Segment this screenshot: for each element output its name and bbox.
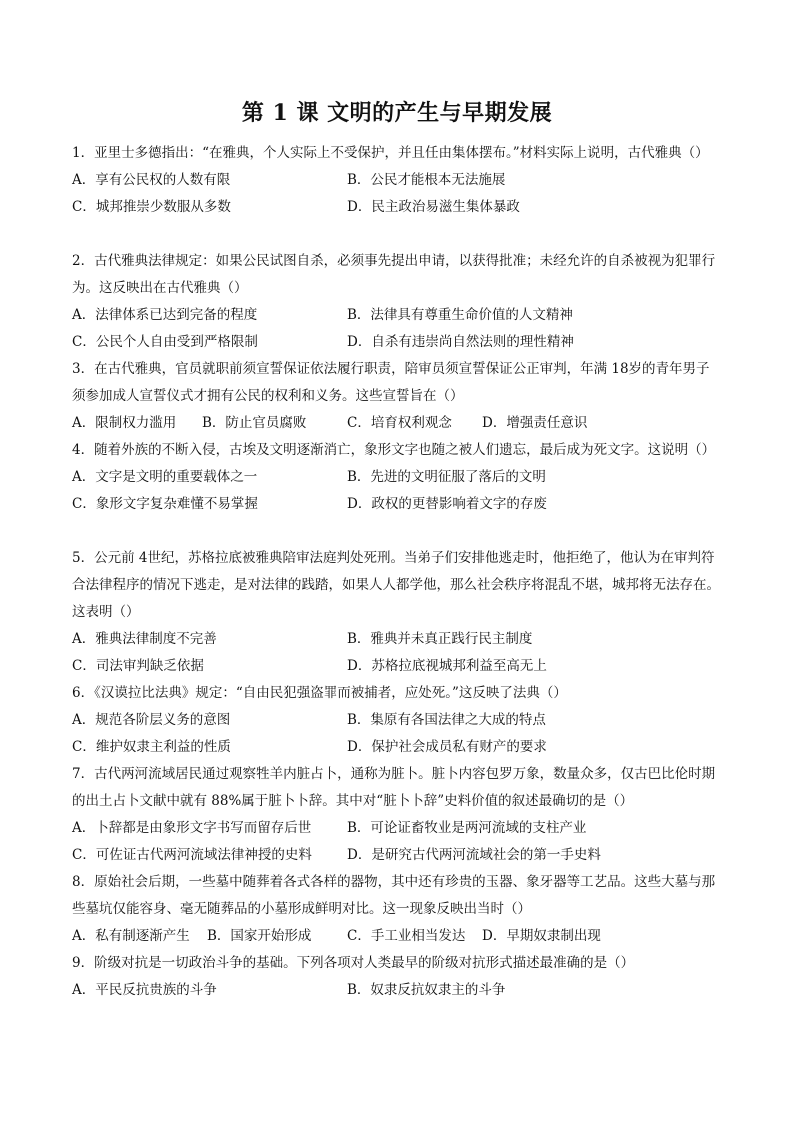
option-d: D．民主政治易滋生集体暴政 <box>347 199 520 215</box>
option-c: C．象形文字复杂难懂不易掌握 <box>72 496 258 512</box>
option-a: A．雅典法律制度不完善 <box>72 631 217 647</box>
option-d: D．苏格拉底视城邦利益至高无上 <box>347 658 547 674</box>
options-row <box>72 842 722 869</box>
question-stem: 3．在古代雅典，官员就职前须宣誓保证依法履行职责，陪审员须宣誓保证公正审判，年满 18岁的青年男子须参加成人宣誓仪式才拥有公民的权利和义务。这些宣誓旨在（） <box>72 361 710 404</box>
option-b: B．先进的文明征服了落后的文明 <box>347 469 546 485</box>
option-b: B．防止官员腐败 <box>202 415 307 431</box>
option-c: C．手工业相当发达 <box>347 928 466 944</box>
option-c: C．维护奴隶主利益的性质 <box>72 739 231 755</box>
option-a: A．限制权力滥用 <box>72 415 177 431</box>
option-b: B．法律具有尊重生命价值的人文精神 <box>347 307 573 323</box>
option-b: B．可论证畜牧业是两河流域的支柱产业 <box>347 820 587 836</box>
options-row <box>72 302 722 329</box>
option-b: B．国家开始形成 <box>207 928 312 944</box>
question-7 <box>72 761 722 869</box>
option-a: A．私有制逐渐产生 <box>72 928 190 944</box>
options-row <box>72 410 722 437</box>
question-stem: 5．公元前 4世纪，苏格拉底被雅典陪审法庭判处死刑。当弟子们安排他逃走时，他拒绝了，他认为在审判符合法律程序的情况下逃走，是对法律的践踏，如果人人都学他，那么社会秩序将混乱不堪，城邦将无法存在。这表明（） <box>72 550 720 620</box>
options-row <box>72 167 722 194</box>
question-stem: 9．阶级对抗是一切政治斗争的基础。下列各项对人类最早的阶级对抗形式描述最准确的是（） <box>72 955 635 971</box>
option-a: A．平民反抗贵族的斗争 <box>72 982 217 998</box>
question-2 <box>72 248 722 356</box>
options-row <box>72 653 722 680</box>
option-c: C．城邦推崇少数服从多数 <box>72 199 231 215</box>
question-6 <box>72 680 722 761</box>
question-9 <box>72 950 722 1004</box>
option-a: A．规范各阶层义务的意图 <box>72 712 231 728</box>
option-c: C．司法审判缺乏依据 <box>72 658 204 674</box>
question-stem: 8．原始社会后期，一些墓中随葬着各式各样的器物，其中还有珍贵的玉器、象牙器等工艺品。这些大墓与那些墓坑仅能容身、毫无随葬品的小墓形成鲜明对比。这一现象反映出当时（） <box>72 874 716 917</box>
option-d: D．保护社会成员私有财产的要求 <box>347 739 547 755</box>
question-1 <box>72 140 722 221</box>
options-row <box>72 815 722 842</box>
option-b: B．公民才能根本无法施展 <box>347 172 506 188</box>
options-row <box>72 977 722 1004</box>
option-c: C．可佐证古代两河流域法律神授的史料 <box>72 847 312 863</box>
option-c: C．培育权利观念 <box>347 415 452 431</box>
question-stem: 6．《汉谟拉比法典》规定：“自由民犯强盗罪而被捕者，应处死。”这反映了法典（） <box>72 685 567 701</box>
page-title: 第 1 课 文明的产生与早期发展 <box>241 100 553 126</box>
question-stem: 1．亚里士多德指出：“在雅典，个人实际上不受保护，并且任由集体摆布。”材料实际上说明，古代雅典（） <box>72 145 709 161</box>
option-b: B．奴隶反抗奴隶主的斗争 <box>347 982 506 998</box>
question-3 <box>72 356 722 437</box>
question-8 <box>72 869 722 950</box>
options-row <box>72 491 722 518</box>
option-d: D．早期奴隶制出现 <box>482 928 601 944</box>
option-d: D．政权的更替影响着文字的存废 <box>347 496 547 512</box>
options-row <box>72 194 722 221</box>
question-4 <box>72 437 722 518</box>
option-a: A．卜辞都是由象形文字书写而留存后世 <box>72 820 312 836</box>
option-a: A．享有公民权的人数有限 <box>72 172 231 188</box>
option-a: A．文字是文明的重要载体之一 <box>72 469 258 485</box>
option-b: B．集原有各国法律之大成的特点 <box>347 712 546 728</box>
options-row <box>72 734 722 761</box>
question-stem: 2．古代雅典法律规定：如果公民试图自杀，必须事先提出申请，以获得批准；未经允许的自杀被视为犯罪行为。这反映出在古代雅典（） <box>72 253 716 296</box>
options-row <box>72 626 722 653</box>
options-row <box>72 329 722 356</box>
question-stem: 4．随着外族的不断入侵，古埃及文明逐渐消亡，象形文字也随之被人们遗忘，最后成为死文字。这说明（） <box>72 442 716 458</box>
option-b: B．雅典并未真正践行民主制度 <box>347 631 533 647</box>
option-a: A．法律体系已达到完备的程度 <box>72 307 258 323</box>
options-row <box>72 923 722 950</box>
question-stem: 7．古代两河流域居民通过观察牲羊内脏占卜，通称为脏卜。脏卜内容包罗万象，数量众多，仅古巴比伦时期的出土占卜文献中就有 88%属于脏卜卜辞。其中对“脏卜卜辞”史料价值的叙述最确切的是（） <box>72 766 716 809</box>
question-5 <box>72 545 722 680</box>
options-row <box>72 707 722 734</box>
option-d: D．是研究古代两河流域社会的第一手史料 <box>347 847 601 863</box>
option-d: D．增强责任意识 <box>482 415 588 431</box>
option-d: D．自杀有违崇尚自然法则的理性精神 <box>347 334 574 350</box>
option-c: C．公民个人自由受到严格限制 <box>72 334 258 350</box>
options-row <box>72 464 722 491</box>
